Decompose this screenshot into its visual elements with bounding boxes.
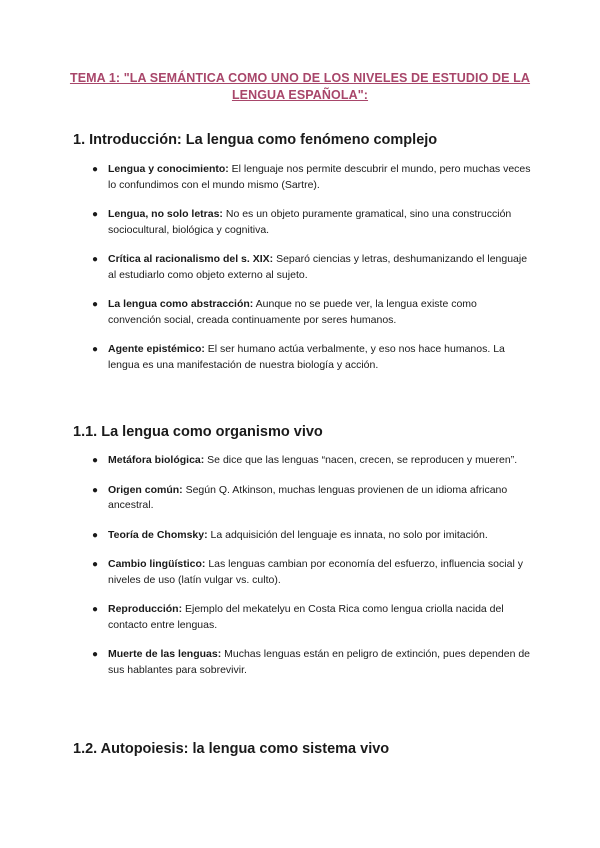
item-text: Se dice que las lenguas “nacen, crecen, se reproducen y mueren”. [204, 454, 518, 466]
list-item [92, 528, 532, 544]
list-item [92, 483, 532, 514]
item-label: Lengua y conocimiento: [108, 163, 229, 175]
list-item [92, 297, 532, 328]
item-text: Ejemplo del mekatelyu en Costa Rica como lengua criolla nacida del contacto entre lenguas. [108, 603, 504, 631]
section-list-organismo-vivo [92, 453, 532, 692]
item-text: No es un objeto puramente gramatical, sino una construcción sociocultural, biológica y cognitiva. [108, 208, 512, 236]
item-label: Crítica al racionalismo del s. XIX: [108, 253, 274, 265]
list-item [92, 342, 532, 373]
list-item [92, 453, 532, 469]
section-heading-autopoiesis: 1.2. Autopoiesis: la lengua como sistema vivo [73, 741, 390, 757]
bullet-icon: ● [92, 455, 99, 466]
section-heading-introduccion: 1. Introducción: La lengua como fenómeno complejo [73, 132, 438, 148]
item-label: Reproducción: [108, 603, 183, 615]
bullet-icon: ● [92, 649, 99, 660]
item-label: La lengua como abstracción: [108, 298, 254, 310]
item-text: Las lenguas cambian por economía del esfuerzo, influencia social y niveles de uso (latín vulgar vs. culto). [108, 558, 523, 586]
document-title: TEMA 1: "LA SEMÁNTICA COMO UNO DE LOS NIVELES DE ESTUDIO DE LA LENGUA ESPAÑOLA": [69, 71, 531, 102]
item-text: Muchas lenguas están en peligro de extinción, pues dependen de sus hablantes para sobrevivir. [108, 648, 531, 676]
item-text: El lenguaje nos permite descubrir el mundo, pero muchas veces lo confundimos con el mundo mismo (Sartre). [108, 163, 531, 191]
item-label: Origen común: [108, 483, 183, 496]
bullet-icon: ● [92, 344, 99, 355]
list-item [92, 557, 532, 588]
list-item [92, 162, 532, 193]
item-text: El ser humano actúa verbalmente, y eso nos hace humanos. La lengua es una manifestación de nuestra biología y acción. [108, 343, 505, 371]
item-label: Teoría de Chomsky: [108, 528, 208, 541]
bullet-icon: ● [92, 484, 99, 496]
bullet-icon: ● [92, 604, 99, 615]
item-label: Muerte de las lenguas: [108, 648, 222, 660]
item-label: Agente epistémico: [108, 343, 205, 355]
item-text: Aunque no se puede ver, la lengua existe como convención social, creada continuamente por seres humanos. [108, 298, 477, 326]
item-label: Lengua, no solo letras: [108, 208, 223, 220]
list-item [92, 252, 532, 283]
bullet-icon: ● [92, 299, 99, 310]
item-text: La adquisición del lenguaje es innata, no solo por imitación. [207, 528, 488, 541]
section-list-introduccion [92, 162, 532, 387]
bullet-icon: ● [92, 559, 99, 570]
list-item [92, 602, 532, 633]
bullet-icon: ● [92, 209, 99, 220]
bullet-icon: ● [92, 529, 99, 541]
bullet-icon: ● [92, 254, 99, 265]
item-label: Metáfora biológica: [108, 454, 205, 466]
list-item [92, 207, 532, 238]
list-item [92, 647, 532, 678]
item-label: Cambio lingüístico: [108, 558, 206, 570]
item-text: Separó ciencias y letras, deshumanizando el lenguaje al estudiarlo como objeto externo al sujeto. [108, 253, 528, 281]
section-heading-organismo-vivo: 1.1. La lengua como organismo vivo [73, 424, 323, 440]
item-text: Según Q. Atkinson, muchas lenguas provienen de un idioma africano ancestral. [108, 483, 508, 511]
bullet-icon: ● [92, 164, 99, 175]
